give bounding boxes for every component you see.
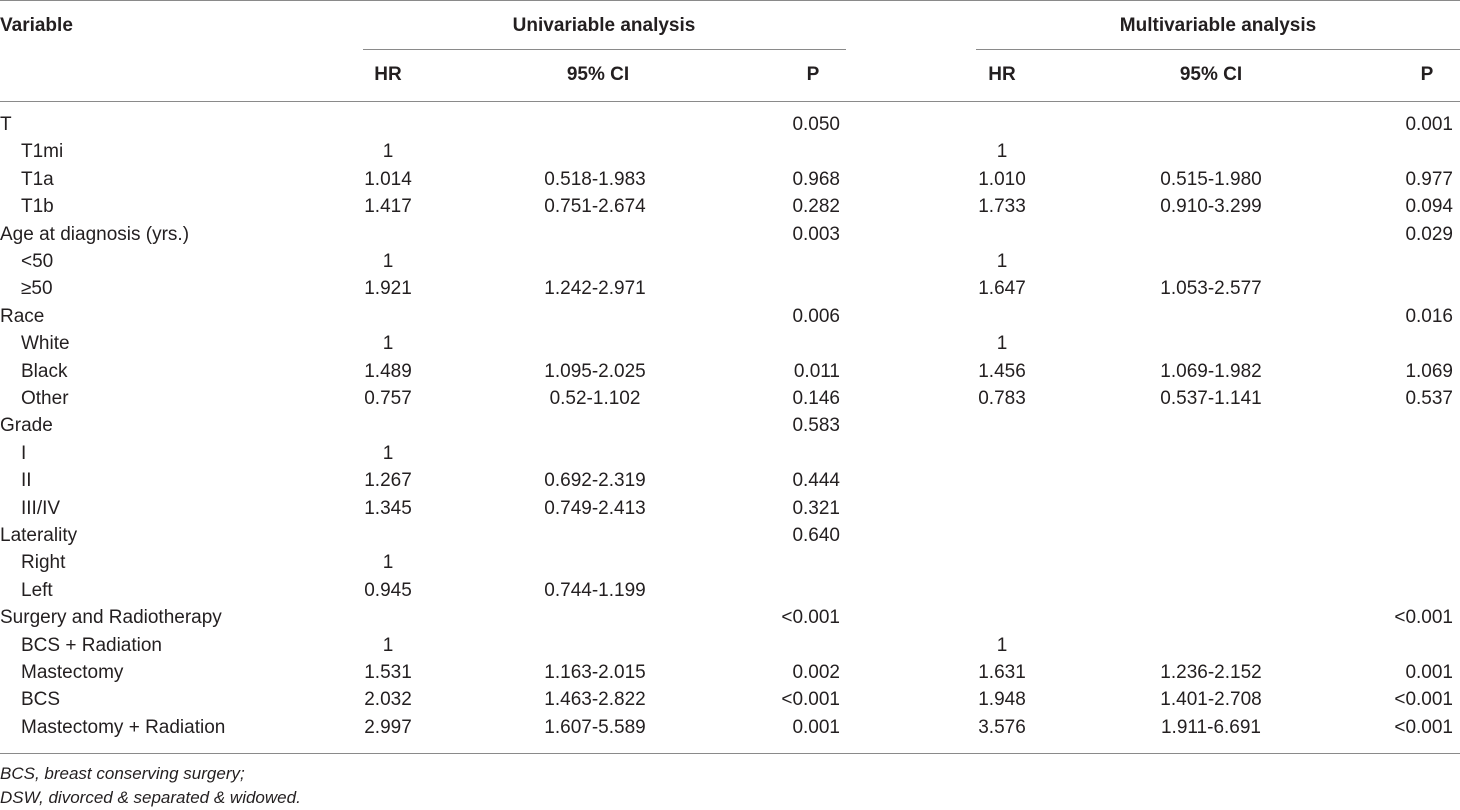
u-p-cell: 0.146 <box>792 388 840 409</box>
row-label: II <box>21 470 32 491</box>
u-hr-cell: 1 <box>382 635 394 656</box>
u-hr-cell: 1.921 <box>364 278 412 299</box>
header-bottom-rule <box>0 101 1460 102</box>
m-hr-cell: 1.010 <box>978 169 1026 190</box>
row-label: T <box>0 114 12 135</box>
u-ci-cell: 0.518-1.983 <box>544 169 646 190</box>
u-p-cell: <0.001 <box>781 607 840 628</box>
u-hr-cell: 1 <box>382 333 394 354</box>
top-rule <box>0 0 1460 1</box>
u-p-cell: 0.282 <box>792 196 840 217</box>
header-univariable: Univariable analysis <box>512 15 696 36</box>
m-hr-cell: 1 <box>996 635 1008 656</box>
header-m-p: P <box>1420 64 1434 85</box>
u-ci-cell: 1.163-2.015 <box>544 662 646 683</box>
m-hr-cell: 1.733 <box>978 196 1026 217</box>
row-label: Right <box>21 552 66 573</box>
m-ci-cell: 0.537-1.141 <box>1160 388 1262 409</box>
u-hr-cell: 1 <box>382 251 394 272</box>
m-ci-cell: 0.910-3.299 <box>1160 196 1262 217</box>
u-hr-cell: 1.267 <box>364 470 412 491</box>
u-p-cell: <0.001 <box>781 689 840 710</box>
m-hr-cell: 0.783 <box>978 388 1026 409</box>
m-ci-cell: 1.053-2.577 <box>1160 278 1262 299</box>
u-p-cell: 0.968 <box>792 169 840 190</box>
m-hr-cell: 3.576 <box>978 717 1026 738</box>
m-hr-cell: 1.631 <box>978 662 1026 683</box>
header-variable: Variable <box>0 15 73 36</box>
header-u-p: P <box>806 64 820 85</box>
row-label: III/IV <box>21 498 61 519</box>
u-p-cell: 0.006 <box>792 306 840 327</box>
m-p-cell: 0.016 <box>1405 306 1453 327</box>
row-label: Surgery and Radiotherapy <box>0 607 222 628</box>
row-label: BCS <box>21 689 61 710</box>
header-u-hr: HR <box>374 64 402 85</box>
u-hr-cell: 1 <box>382 552 394 573</box>
header-m-ci: 95% CI <box>1179 64 1243 85</box>
u-ci-cell: 0.749-2.413 <box>544 498 646 519</box>
footnote-bcs: BCS, breast conserving surgery; <box>0 764 245 783</box>
u-p-cell: 0.444 <box>792 470 840 491</box>
u-p-cell: 0.001 <box>792 717 840 738</box>
row-label: Laterality <box>0 525 78 546</box>
m-hr-cell: 1.647 <box>978 278 1026 299</box>
m-p-cell: 0.029 <box>1405 224 1453 245</box>
u-p-cell: 0.640 <box>792 525 840 546</box>
m-p-cell: 0.094 <box>1405 196 1453 217</box>
u-hr-cell: 0.757 <box>364 388 412 409</box>
u-p-cell: 0.002 <box>792 662 840 683</box>
u-ci-cell: 0.52-1.102 <box>549 388 641 409</box>
m-p-cell: <0.001 <box>1394 689 1453 710</box>
m-ci-cell: 1.401-2.708 <box>1160 689 1262 710</box>
u-hr-cell: 2.032 <box>364 689 412 710</box>
u-ci-cell: 1.095-2.025 <box>544 361 646 382</box>
row-label: Mastectomy + Radiation <box>21 717 226 738</box>
m-hr-cell: 1.456 <box>978 361 1026 382</box>
u-hr-cell: 1.417 <box>364 196 412 217</box>
row-label: Black <box>21 361 68 382</box>
row-label: I <box>21 443 27 464</box>
m-p-cell: 1.069 <box>1405 361 1453 382</box>
u-p-cell: 0.011 <box>793 361 840 382</box>
u-hr-cell: 2.997 <box>364 717 412 738</box>
u-ci-cell: 1.242-2.971 <box>544 278 646 299</box>
m-hr-cell: 1 <box>996 141 1008 162</box>
univariable-rule <box>363 49 846 50</box>
m-hr-cell: 1.948 <box>978 689 1026 710</box>
u-hr-cell: 1.489 <box>364 361 412 382</box>
row-label: White <box>21 333 70 354</box>
u-ci-cell: 1.463-2.822 <box>544 689 646 710</box>
m-ci-cell: 0.515-1.980 <box>1160 169 1262 190</box>
bottom-rule <box>0 753 1460 754</box>
u-p-cell: 0.321 <box>792 498 840 519</box>
multivariable-rule <box>976 49 1460 50</box>
m-ci-cell: 1.236-2.152 <box>1160 662 1262 683</box>
m-ci-cell: 1.069-1.982 <box>1160 361 1262 382</box>
u-hr-cell: 0.945 <box>364 580 412 601</box>
row-label: Grade <box>0 415 53 436</box>
row-label: T1b <box>21 196 54 217</box>
u-p-cell: 0.583 <box>792 415 840 436</box>
footnote-dsw: DSW, divorced & separated & widowed. <box>0 788 301 807</box>
row-label: Mastectomy <box>21 662 124 683</box>
u-p-cell: 0.050 <box>792 114 840 135</box>
m-p-cell: <0.001 <box>1394 607 1453 628</box>
u-hr-cell: 1.345 <box>364 498 412 519</box>
m-p-cell: 0.001 <box>1405 662 1453 683</box>
header-u-ci: 95% CI <box>566 64 630 85</box>
header-m-hr: HR <box>988 64 1016 85</box>
u-hr-cell: 1.014 <box>364 169 412 190</box>
row-label: Left <box>21 580 53 601</box>
m-hr-cell: 1 <box>996 333 1008 354</box>
u-ci-cell: 0.751-2.674 <box>544 196 646 217</box>
row-label: Race <box>0 306 45 327</box>
u-hr-cell: 1 <box>382 443 394 464</box>
row-label: Age at diagnosis (yrs.) <box>0 224 190 245</box>
m-p-cell: 0.537 <box>1405 388 1453 409</box>
header-multivariable: Multivariable analysis <box>1119 15 1317 36</box>
u-hr-cell: 1.531 <box>364 662 412 683</box>
row-label: BCS + Radiation <box>21 635 162 656</box>
u-p-cell: 0.003 <box>792 224 840 245</box>
row-label: ≥50 <box>21 278 53 299</box>
m-ci-cell: 1.911-6.691 <box>1160 717 1262 738</box>
m-hr-cell: 1 <box>996 251 1008 272</box>
u-ci-cell: 1.607-5.589 <box>544 717 646 738</box>
row-label: Other <box>21 388 69 409</box>
m-p-cell: <0.001 <box>1394 717 1453 738</box>
u-ci-cell: 0.692-2.319 <box>544 470 646 491</box>
row-label: <50 <box>21 251 54 272</box>
m-p-cell: 0.001 <box>1405 114 1453 135</box>
u-ci-cell: 0.744-1.199 <box>544 580 646 601</box>
row-label: T1mi <box>21 141 64 162</box>
row-label: T1a <box>21 169 54 190</box>
m-p-cell: 0.977 <box>1405 169 1453 190</box>
u-hr-cell: 1 <box>382 141 394 162</box>
